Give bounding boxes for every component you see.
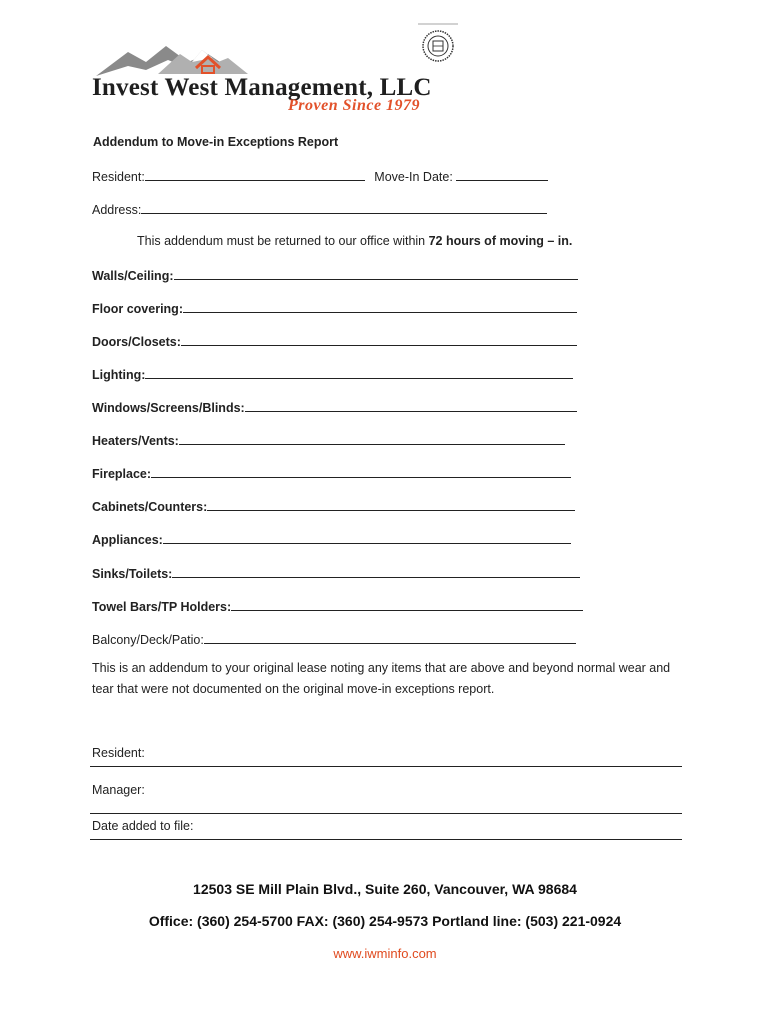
company-name: Invest West Management, LLC <box>92 74 432 101</box>
movein-date-blank[interactable] <box>456 168 548 181</box>
address-label: Address: <box>92 203 142 217</box>
field-row <box>92 565 580 581</box>
field-blank[interactable] <box>181 333 577 346</box>
field-label: Floor covering: <box>92 302 183 316</box>
field-blank[interactable] <box>183 300 577 313</box>
field-label: Walls/Ceiling: <box>92 269 174 283</box>
field-row <box>92 399 577 415</box>
field-row <box>92 333 577 349</box>
field-label: Doors/Closets: <box>92 335 181 349</box>
field-row <box>92 531 571 547</box>
field-blank[interactable] <box>245 399 577 412</box>
field-blank[interactable] <box>204 631 576 644</box>
field-blank[interactable] <box>174 267 578 280</box>
field-label: Lighting: <box>92 368 146 382</box>
field-row <box>92 300 577 316</box>
company-tagline: Proven Since 1979 <box>288 97 421 114</box>
field-row <box>92 267 578 283</box>
field-label: Cabinets/Counters: <box>92 500 208 514</box>
notice-text <box>137 234 572 248</box>
field-blank[interactable] <box>179 432 565 445</box>
resident-label: Resident: <box>92 170 145 184</box>
field-label: Fireplace: <box>92 467 152 481</box>
field-blank[interactable] <box>207 498 575 511</box>
field-blank[interactable] <box>145 366 573 379</box>
address-blank[interactable] <box>141 201 547 214</box>
document-title: Addendum to Move-in Exceptions Report <box>93 135 339 149</box>
field-row <box>92 366 573 382</box>
seal-icon <box>418 22 458 66</box>
resident-signature-line[interactable] <box>90 766 682 767</box>
address-row <box>92 201 547 217</box>
movein-date-label: Move-In Date: <box>374 170 453 184</box>
date-added-label: Date added to file: <box>92 819 194 833</box>
resident-blank[interactable] <box>145 168 365 181</box>
footer-website-link[interactable]: www.iwminfo.com <box>333 946 437 961</box>
manager-signature-line[interactable] <box>90 813 682 814</box>
notice-bold: 72 hours of moving – in. <box>428 234 573 248</box>
field-row <box>92 598 583 614</box>
field-label: Balcony/Deck/Patio: <box>92 633 204 647</box>
footer-phones: Office: (360) 254-5700 FAX: (360) 254-9573 Portland line: (503) 221-0924 <box>148 913 622 929</box>
notice-prefix: This addendum must be returned to our office within <box>137 234 429 248</box>
field-row <box>92 465 571 481</box>
field-blank[interactable] <box>151 465 571 478</box>
addendum-paragraph: This is an addendum to your original lease noting any items that are above and beyond normal wear and tear that were not documented on the original move-in exceptions report. <box>92 661 671 696</box>
date-added-line[interactable] <box>90 839 682 840</box>
field-label: Windows/Screens/Blinds: <box>92 401 245 415</box>
resident-row <box>92 168 548 184</box>
field-row <box>92 498 575 514</box>
field-blank[interactable] <box>163 531 571 544</box>
manager-signature-label: Manager: <box>92 783 145 797</box>
field-label: Towel Bars/TP Holders: <box>92 600 232 614</box>
field-row <box>92 432 565 448</box>
footer-address: 12503 SE Mill Plain Blvd., Suite 260, Vancouver, WA 98684 <box>193 881 577 897</box>
field-blank[interactable] <box>231 598 583 611</box>
resident-signature-label: Resident: <box>92 746 145 760</box>
field-label: Heaters/Vents: <box>92 434 179 448</box>
field-blank[interactable] <box>172 565 580 578</box>
field-row <box>92 631 576 647</box>
field-label: Appliances: <box>92 533 163 547</box>
field-label: Sinks/Toilets: <box>92 567 173 581</box>
